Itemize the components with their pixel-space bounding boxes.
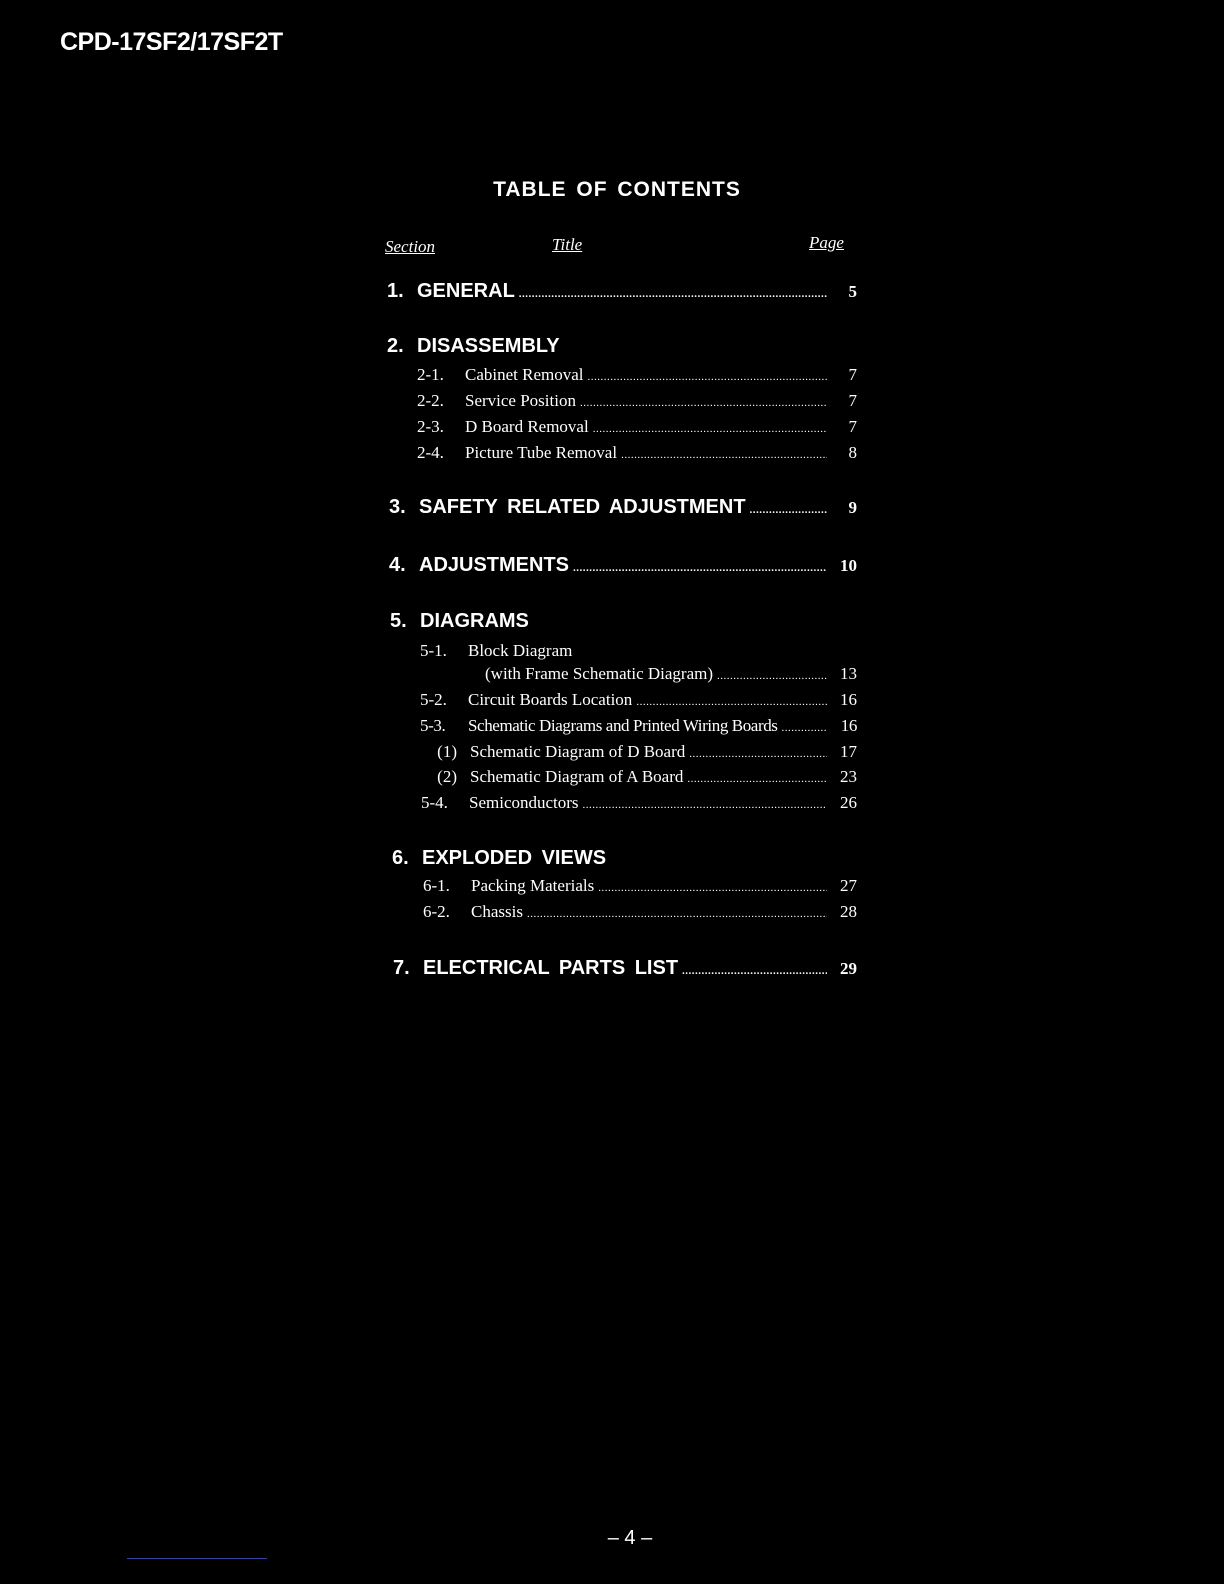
toc-entry-schematic-diagrams[interactable] [420, 716, 857, 736]
section-title: SAFETY RELATED ADJUSTMENT [419, 496, 746, 518]
item-title: Schematic Diagram of A Board [470, 767, 684, 786]
item-title: Block Diagram [468, 641, 573, 660]
item-number: 5-4. [421, 793, 448, 812]
toc-entry-d-board-removal[interactable] [417, 417, 857, 437]
dot-leader [593, 423, 827, 435]
section-title: ELECTRICAL PARTS LIST [423, 957, 679, 979]
toc-entry-safety-related-adjustment[interactable] [389, 496, 857, 519]
item-title-continued: (with Frame Schematic Diagram) [485, 664, 714, 683]
toc-entry-general[interactable] [387, 280, 857, 303]
item-title: Packing Materials [471, 876, 595, 895]
item-number: 2-3. [417, 417, 444, 436]
page-number: 16 [840, 716, 857, 735]
dot-leader [687, 773, 827, 785]
item-number: 5-1. [420, 641, 447, 660]
dot-leader [717, 670, 827, 682]
dot-leader [682, 965, 827, 977]
page-number: 8 [848, 443, 857, 462]
dot-leader [636, 696, 827, 708]
toc-entry-schematic-a-board[interactable] [407, 767, 857, 787]
toc-entry-block-diagram[interactable] [420, 641, 572, 661]
bottom-divider [127, 1558, 267, 1559]
toc-entry-semiconductors[interactable] [421, 793, 857, 813]
toc-entry-cabinet-removal[interactable] [417, 365, 857, 385]
page-number: 28 [840, 902, 857, 921]
item-number: 5-2. [420, 690, 447, 709]
item-number: (2) [437, 767, 457, 786]
page-number: 23 [840, 767, 857, 786]
column-header-title: Title [552, 235, 583, 254]
dot-leader [527, 908, 827, 920]
toc-heading-diagrams[interactable] [390, 610, 529, 633]
dot-leader [689, 748, 827, 760]
page-number: 29 [840, 959, 857, 978]
dot-leader [588, 371, 827, 383]
toc-heading-exploded-views[interactable] [392, 847, 606, 870]
dot-leader [583, 799, 827, 811]
page-number: 26 [840, 793, 857, 812]
section-title: EXPLODED VIEWS [422, 847, 607, 869]
dot-leader [573, 562, 827, 574]
page-number: 7 [848, 365, 857, 384]
page-number: 9 [848, 498, 857, 517]
dot-leader [519, 288, 827, 300]
page-number: 5 [848, 282, 857, 301]
item-number: 2-4. [417, 443, 444, 462]
section-number: 1. [387, 280, 404, 302]
section-number: 2. [387, 335, 404, 357]
dot-leader [621, 449, 827, 461]
section-title: GENERAL [417, 280, 515, 302]
dot-leader [598, 882, 827, 894]
page-number: 27 [840, 876, 857, 895]
page-number: 10 [840, 556, 857, 575]
page-number: 17 [840, 742, 857, 761]
section-number: 4. [389, 554, 406, 576]
column-header-page: Page [809, 233, 844, 252]
toc-entry-adjustments[interactable] [389, 554, 857, 577]
item-title: Cabinet Removal [465, 365, 584, 384]
page-number: 13 [840, 664, 857, 683]
toc-entry-service-position[interactable] [417, 391, 857, 411]
section-title: DIAGRAMS [420, 610, 529, 632]
footer-page-number: – 4 – [607, 1527, 653, 1549]
column-header-section: Section [385, 237, 436, 256]
section-number: 7. [393, 957, 410, 979]
toc-entry-packing-materials[interactable] [423, 876, 857, 896]
dot-leader [782, 722, 827, 734]
section-title: DISASSEMBLY [417, 335, 560, 357]
item-number: 2-1. [417, 365, 444, 384]
model-title: CPD-17SF2/17SF2T [60, 28, 283, 56]
toc-entry-frame-schematic[interactable] [485, 664, 857, 684]
item-number: 6-1. [423, 876, 450, 895]
item-title: Circuit Boards Location [468, 690, 633, 709]
item-title: Semiconductors [469, 793, 579, 812]
toc-entry-electrical-parts-list[interactable] [393, 957, 857, 980]
page-number: 7 [848, 391, 857, 410]
item-title: Picture Tube Removal [465, 443, 618, 462]
page-number: 16 [840, 690, 857, 709]
section-number: 5. [390, 610, 407, 632]
toc-heading-disassembly[interactable] [387, 335, 560, 358]
item-number: 2-2. [417, 391, 444, 410]
item-title: Chassis [471, 902, 523, 921]
section-number: 3. [389, 496, 406, 518]
section-title: ADJUSTMENTS [419, 554, 570, 576]
dot-leader [750, 504, 827, 516]
item-number: 6-2. [423, 902, 450, 921]
page-number: 7 [848, 417, 857, 436]
item-number: 5-3. [420, 716, 446, 735]
section-number: 6. [392, 847, 409, 869]
item-title: Service Position [465, 391, 576, 410]
toc-entry-circuit-boards-location[interactable] [420, 690, 857, 710]
toc-entry-picture-tube-removal[interactable] [417, 443, 857, 463]
toc-title: TABLE OF CONTENTS [493, 178, 741, 201]
item-title: D Board Removal [465, 417, 589, 436]
item-title: Schematic Diagram of D Board [470, 742, 686, 761]
toc-entry-chassis[interactable] [423, 902, 857, 922]
item-title: Schematic Diagrams and Printed Wiring Boards [468, 716, 778, 735]
item-number: (1) [437, 742, 457, 761]
toc-entry-schematic-d-board[interactable] [407, 742, 857, 762]
dot-leader [580, 397, 827, 409]
